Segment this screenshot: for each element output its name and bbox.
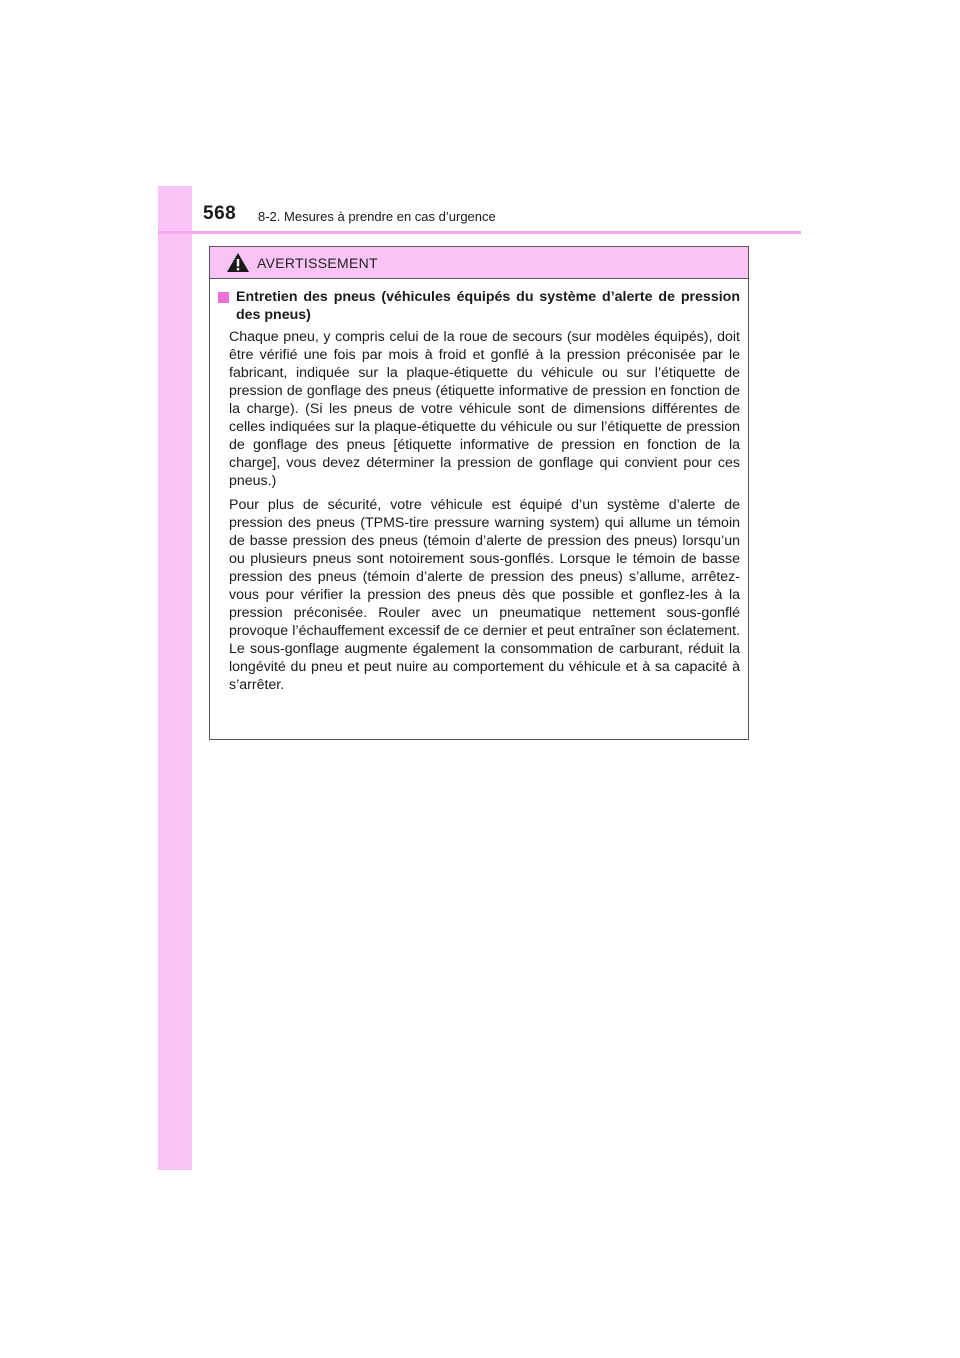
warning-topic	[218, 288, 740, 324]
warning-triangle-icon	[226, 252, 250, 273]
warning-body	[210, 279, 748, 694]
warning-paragraph-2: Pour plus de sécurité, votre véhicule est équipé d’un système d’alerte de pression des pneus (TPMS-tire pressure warning system) qui allume un témoin de basse pression des pneus (témoin d’alerte de pression des pneus) lorsqu’un ou plusieurs pneus sont notoirement sous-gonflés. Lorsque le témoin de basse pression des pneus (témoin d’alerte de pression des pneus) s’allume, arrêtez-vous pour vérifier la pression des pneus dès que possible et gonflez-les à la pression préconisée. Rouler avec un pneumatique nettement sous-gonflé provoque l’échauffement excessif de ce dernier et peut entraîner son éclatement. Le sous-gonflage augmente également la consommation de carburant, réduit la longévité du pneu et peut nuire au comportement du véhicule et à sa capacité à s’arrêter.	[229, 497, 740, 693]
warning-label: AVERTISSEMENT	[257, 254, 378, 271]
topic-title: Entretien des pneus (véhicules équipés du système d’alerte de pression des pneus)	[236, 289, 740, 323]
side-tab-strip	[158, 186, 192, 1170]
warning-header	[210, 247, 748, 279]
warning-paragraph-1: Chaque pneu, y compris celui de la roue de secours (sur modèles équipés), doit être vérifié une fois par mois à froid et gonflé à la pression préconisée par le fabricant, indiquée sur la plaque-étiquette du véhicule ou sur l’étiquette de pression de gonflage des pneus (étiquette informative de pression en fonction de la charge). (Si les pneus de votre véhicule sont de dimensions différentes de celles indiquées sur la plaque-étiquette du véhicule ou sur l’étiquette de pression de gonflage des pneus [étiquette informative de pression en fonction de la charge], vous devez déterminer la pression de gonflage qui convient pour ces pneus.)	[229, 329, 740, 489]
warning-box	[209, 246, 749, 740]
header-rule	[158, 231, 801, 234]
page-number: 568	[203, 203, 237, 224]
square-bullet-icon	[218, 292, 229, 303]
section-title: 8-2. Mesures à prendre en cas d’urgence	[258, 209, 496, 224]
